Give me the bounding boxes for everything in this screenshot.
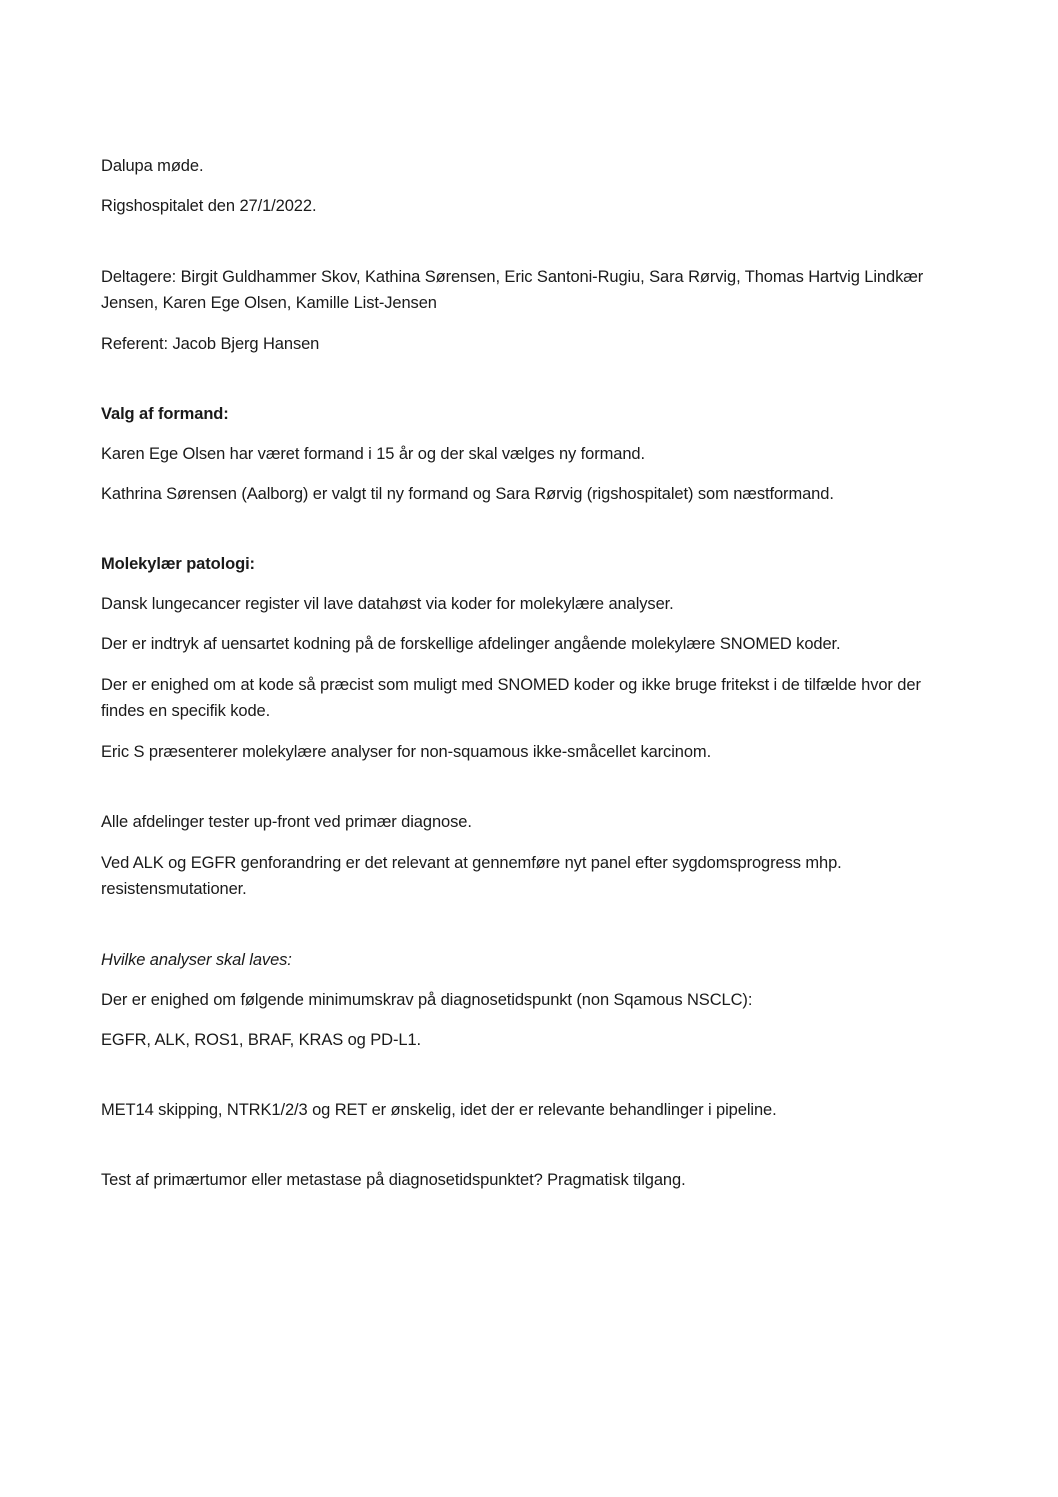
document-body (101, 154, 961, 1192)
paragraph: Der er enighed om at kode så præcist som muligt med SNOMED koder og ikke bruge fritekst i de tilfælde hvor der findes en specifik kode. (101, 676, 921, 720)
paragraph: Der er enighed om følgende minimumskrav på diagnosetidspunkt (non Sqamous NSCLC): (101, 991, 753, 1009)
paragraph: Ved ALK og EGFR genforandring er det relevant at gennemføre nyt panel efter sygdomsprogress mhp. resistensmutationer. (101, 854, 842, 898)
document-title: Dalupa møde. (101, 157, 204, 175)
paragraph: Alle afdelinger tester up-front ved primær diagnose. (101, 813, 472, 831)
paragraph: EGFR, ALK, ROS1, BRAF, KRAS og PD-L1. (101, 1031, 422, 1049)
section-heading-molecular-pathology: Molekylær patologi: (101, 555, 255, 573)
section-heading-chair-election: Valg af formand: (101, 405, 229, 423)
paragraph: Karen Ege Olsen har været formand i 15 år og der skal vælges ny formand. (101, 445, 645, 463)
paragraph: Der er indtryk af uensartet kodning på de forskellige afdelinger angående molekylære SNOMED koder. (101, 635, 841, 653)
paragraph: Dansk lungecancer register vil lave datahøst via koder for molekylære analyser. (101, 595, 674, 613)
paragraph-optional-markers: MET14 skipping, NTRK1/2/3 og RET er ønskelig, idet der er relevante behandlinger i pipeline. (101, 1101, 777, 1119)
paragraph: Eric S præsenterer molekylære analyser for non-squamous ikke-småcellet karcinom. (101, 743, 712, 761)
referent: Referent: Jacob Bjerg Hansen (101, 335, 320, 353)
paragraph-question: Test af primærtumor eller metastase på diagnosetidspunktet? Pragmatisk tilgang. (101, 1171, 686, 1189)
section-heading-which-analyses: Hvilke analyser skal laves: (101, 951, 292, 969)
participants-list: Deltagere: Birgit Guldhammer Skov, Kathina Sørensen, Eric Santoni-Rugiu, Sara Rørvig, Thomas Hartvig Lindkær Jensen, Karen Ege Olsen, Kamille List-Jensen (101, 268, 924, 312)
location-date: Rigshospitalet den 27/1/2022. (101, 197, 317, 215)
paragraph: Kathrina Sørensen (Aalborg) er valgt til ny formand og Sara Rørvig (rigshospitalet) som næstformand. (101, 485, 834, 503)
